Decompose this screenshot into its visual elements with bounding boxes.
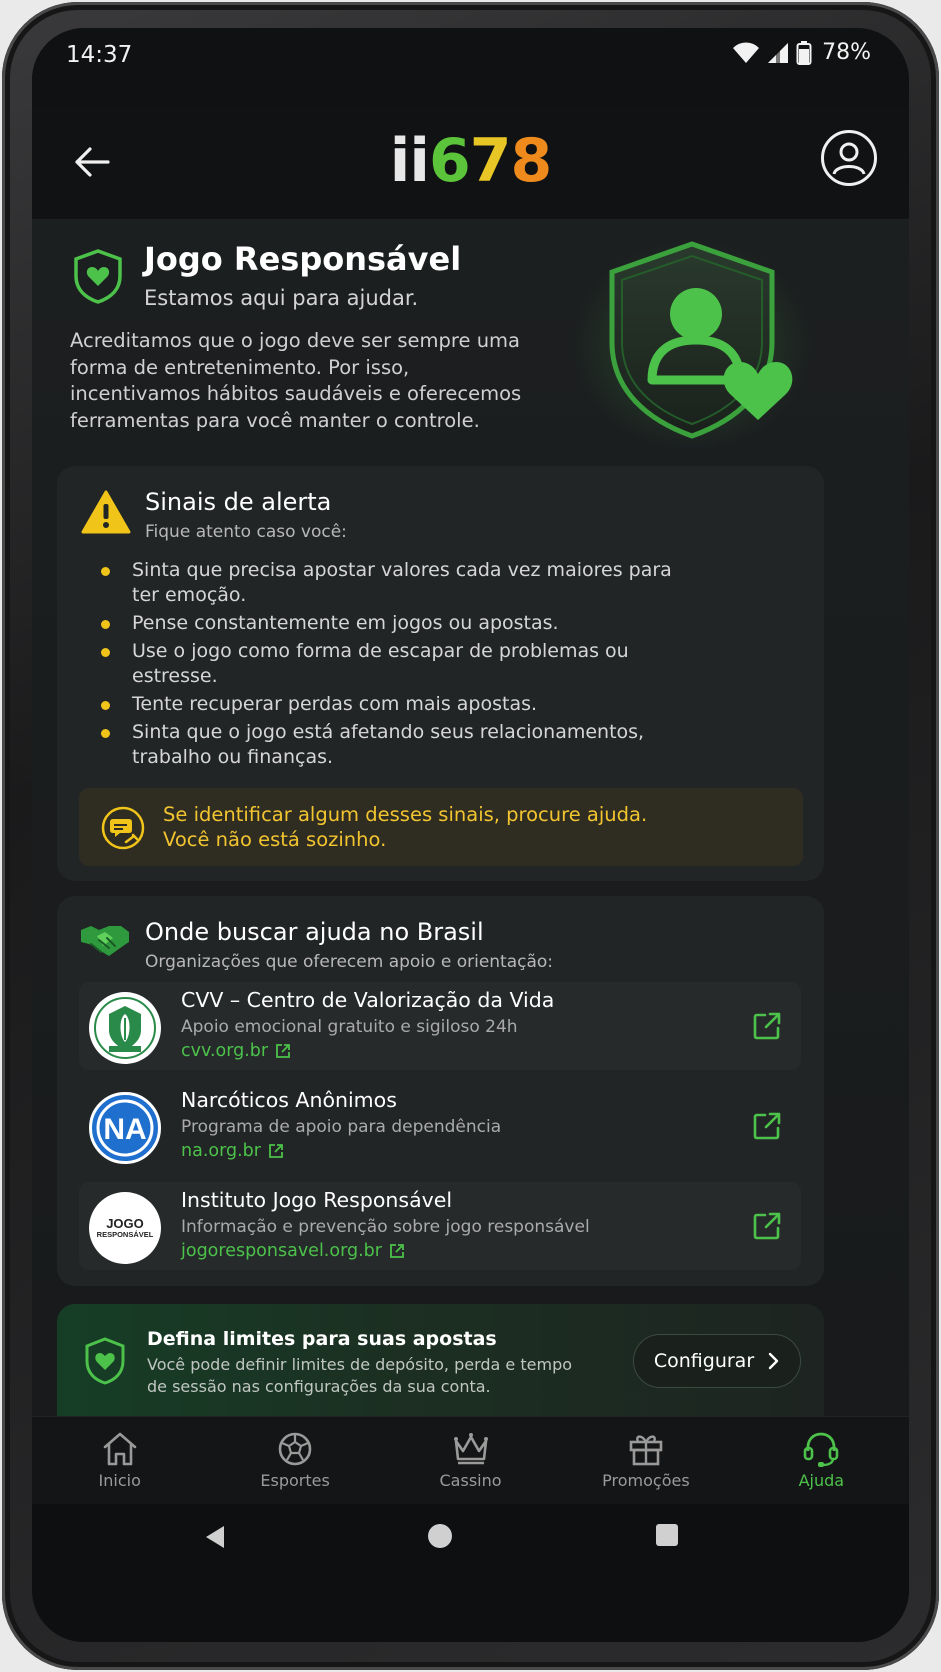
org-description: Informação e prevenção sobre jogo responsável [181, 1217, 590, 1237]
user-icon [829, 138, 869, 178]
help-subtitle: Organizações que oferecem apoio e orientação: [145, 952, 554, 972]
warning-triangle-icon [81, 490, 131, 534]
page-subtitle: Estamos aqui para ajudar. [144, 286, 419, 310]
help-title: Onde buscar ajuda no Brasil [145, 918, 484, 946]
limits-description: Você pode definir limites de depósito, perda e tempo de sessão nas configurações da sua conta. [147, 1355, 573, 1396]
org-link[interactable] [181, 1041, 291, 1061]
seek-help-callout [79, 788, 803, 866]
main-content [32, 220, 909, 1416]
status-time: 14:37 [66, 42, 133, 68]
chat-support-icon [99, 806, 147, 850]
nav-label: Inicio [98, 1471, 141, 1490]
external-link-icon [275, 1043, 291, 1059]
jogo-logo-line-2: RESPONSÁVEL [96, 1229, 154, 1239]
logo-part-ii: ii [389, 126, 429, 196]
warning-signs-list [101, 558, 701, 773]
list-item: Sinta que precisa apostar valores cada vez maiores para ter emoção. [101, 558, 701, 608]
open-external-icon[interactable] [753, 1112, 781, 1140]
brand-logo[interactable] [390, 126, 551, 196]
logo-part-8: 8 [510, 126, 552, 196]
shield-heart-icon [72, 248, 124, 304]
cvv-emblem-icon [93, 996, 157, 1060]
signal-icon [766, 42, 790, 64]
chevron-right-icon [768, 1352, 780, 1370]
list-item: Sinta que o jogo está afetando seus relacionamentos, trabalho ou finanças. [101, 720, 701, 770]
open-external-icon[interactable] [753, 1012, 781, 1040]
shield-person-heart-illustration [572, 230, 822, 450]
org-row-jogo-responsavel[interactable] [79, 1182, 801, 1270]
nav-item-promocoes[interactable] [558, 1417, 733, 1504]
system-navigation-bar [32, 1504, 909, 1642]
headset-icon [802, 1431, 840, 1467]
profile-button[interactable] [821, 130, 877, 186]
org-description: Apoio emocional gratuito e sigiloso 24h [181, 1017, 518, 1037]
callout-line-1: Se identificar algum desses sinais, procure ajuda. [163, 803, 648, 826]
org-link-text[interactable]: jogoresponsavel.org.br [181, 1241, 382, 1261]
bottom-navigation [32, 1416, 909, 1504]
org-link-text[interactable]: cvv.org.br [181, 1041, 269, 1061]
crown-icon [451, 1431, 491, 1467]
battery-percent: 78% [822, 40, 871, 65]
help-organizations-card [57, 896, 824, 1286]
home-icon [101, 1431, 139, 1467]
jogo-responsavel-logo [89, 1192, 161, 1264]
handshake-icon [79, 920, 131, 960]
org-name: Instituto Jogo Responsável [181, 1188, 453, 1212]
nav-item-cassino[interactable] [383, 1417, 558, 1504]
org-link[interactable] [181, 1141, 284, 1161]
limits-title: Defina limites para suas apostas [147, 1328, 497, 1350]
logo-part-6: 6 [428, 126, 470, 196]
callout-text [163, 802, 647, 852]
list-item: Pense constantemente em jogos ou apostas. [101, 611, 701, 636]
battery-icon [796, 41, 812, 65]
list-item: Use o jogo como forma de escapar de problemas ou estresse. [101, 639, 701, 689]
app-screen [32, 28, 909, 1642]
na-logo [89, 1092, 161, 1164]
intro-section [32, 220, 909, 470]
jogo-logo-line-1: JOGO [106, 1215, 144, 1231]
na-emblem-icon [92, 1095, 158, 1161]
intro-paragraph: Acreditamos que o jogo deve ser sempre uma forma de entretenimento. Por isso, incentivamos hábitos saudáveis e oferecemos ferramentas para você manter o controle. [70, 329, 522, 432]
configure-button[interactable] [633, 1334, 801, 1388]
nav-label: Cassino [439, 1471, 502, 1490]
org-description: Programa de apoio para dependência [181, 1117, 502, 1137]
arrow-left-icon [73, 146, 111, 178]
soccer-ball-icon [276, 1431, 314, 1467]
system-home-button[interactable] [428, 1524, 452, 1548]
nav-item-inicio[interactable] [32, 1417, 207, 1504]
na-logo-text: NA [103, 1113, 147, 1146]
system-recents-button[interactable] [656, 1524, 678, 1546]
system-back-icon[interactable] [204, 1524, 226, 1550]
list-item: Tente recuperar perdas com mais apostas. [101, 692, 701, 717]
callout-line-2: Você não está sozinho. [163, 828, 387, 851]
warning-signs-subtitle: Fique atento caso você: [145, 522, 347, 542]
set-limits-banner [57, 1304, 824, 1416]
open-external-icon[interactable] [753, 1212, 781, 1240]
wifi-icon [732, 42, 760, 64]
cvv-logo [89, 992, 161, 1064]
app-header [32, 108, 909, 220]
warning-signs-title: Sinais de alerta [145, 488, 332, 516]
nav-item-ajuda[interactable] [734, 1417, 909, 1504]
page-title: Jogo Responsável [144, 240, 462, 278]
external-link-icon [389, 1243, 405, 1259]
gift-icon [627, 1431, 665, 1467]
org-row-na[interactable] [79, 1082, 801, 1170]
org-link-text[interactable]: na.org.br [181, 1141, 261, 1161]
warning-signs-card [57, 466, 824, 881]
nav-label: Promoções [602, 1471, 690, 1490]
logo-part-7: 7 [469, 126, 511, 196]
nav-item-esportes[interactable] [207, 1417, 382, 1504]
status-bar [32, 28, 909, 108]
shield-heart-icon [83, 1336, 127, 1386]
nav-label: Esportes [260, 1471, 330, 1490]
org-row-cvv[interactable] [79, 982, 801, 1070]
back-button[interactable] [68, 138, 116, 186]
configure-button-label: Configurar [653, 1350, 755, 1372]
status-icons [732, 40, 871, 65]
org-name: Narcóticos Anônimos [181, 1088, 397, 1112]
external-link-icon [268, 1143, 284, 1159]
org-name: CVV – Centro de Valorização da Vida [181, 988, 555, 1012]
org-link[interactable] [181, 1241, 405, 1261]
nav-label: Ajuda [798, 1471, 845, 1490]
